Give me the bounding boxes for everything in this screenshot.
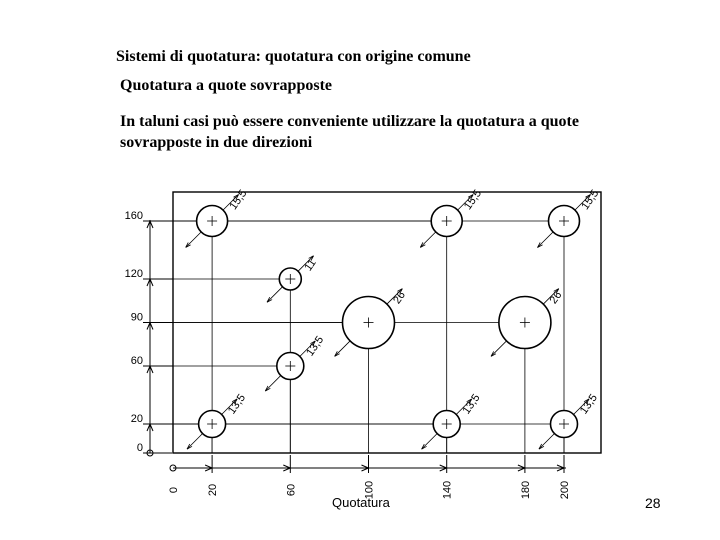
y-dimension-label: 60: [130, 355, 143, 367]
x-dimension-label: 100: [363, 480, 376, 500]
hole-diameter-label: 13,5: [304, 334, 327, 359]
x-dimension-label: 60: [285, 483, 298, 497]
hole-diameter-label: 15,5: [579, 187, 602, 213]
y-dimension-label: 90: [130, 311, 143, 324]
y-dimension-label: 160: [124, 210, 143, 222]
y-dimension-label: 120: [124, 268, 143, 280]
hole-diameter-label: 26: [391, 289, 409, 307]
slide-body-text: In taluni casi può essere conveniente utilizzare la quotatura a quote sovrapposte in due direzioni: [120, 113, 579, 151]
hole-diameter-label: 11: [302, 257, 319, 274]
page-number: 28: [645, 495, 661, 511]
hole-diameter-label: 15,5: [227, 187, 250, 213]
slide-subtitle: Quotatura a quote sovrapposte: [120, 77, 333, 94]
hole-diameter-label: 13,5: [577, 392, 600, 417]
x-dimension-label: 0: [168, 486, 180, 494]
hole-diameter-label: 15,5: [461, 187, 485, 213]
slide-title: Sistemi di quotatura: quotatura con origine comune: [116, 48, 471, 65]
y-dimension-label: 0: [136, 442, 143, 454]
hole-diameter-label: 26: [547, 289, 565, 307]
y-dimension-label: 20: [130, 413, 143, 425]
hole-diameter-label: 13,5: [460, 392, 483, 417]
x-dimension-label: 140: [441, 480, 454, 500]
x-dimension-label: 200: [559, 480, 571, 500]
x-dimension-label: 20: [207, 483, 220, 497]
hole-diameter-label: 13,5: [225, 392, 249, 417]
x-dimension-label: 180: [519, 480, 532, 500]
footer-label: Quotatura: [332, 495, 390, 510]
